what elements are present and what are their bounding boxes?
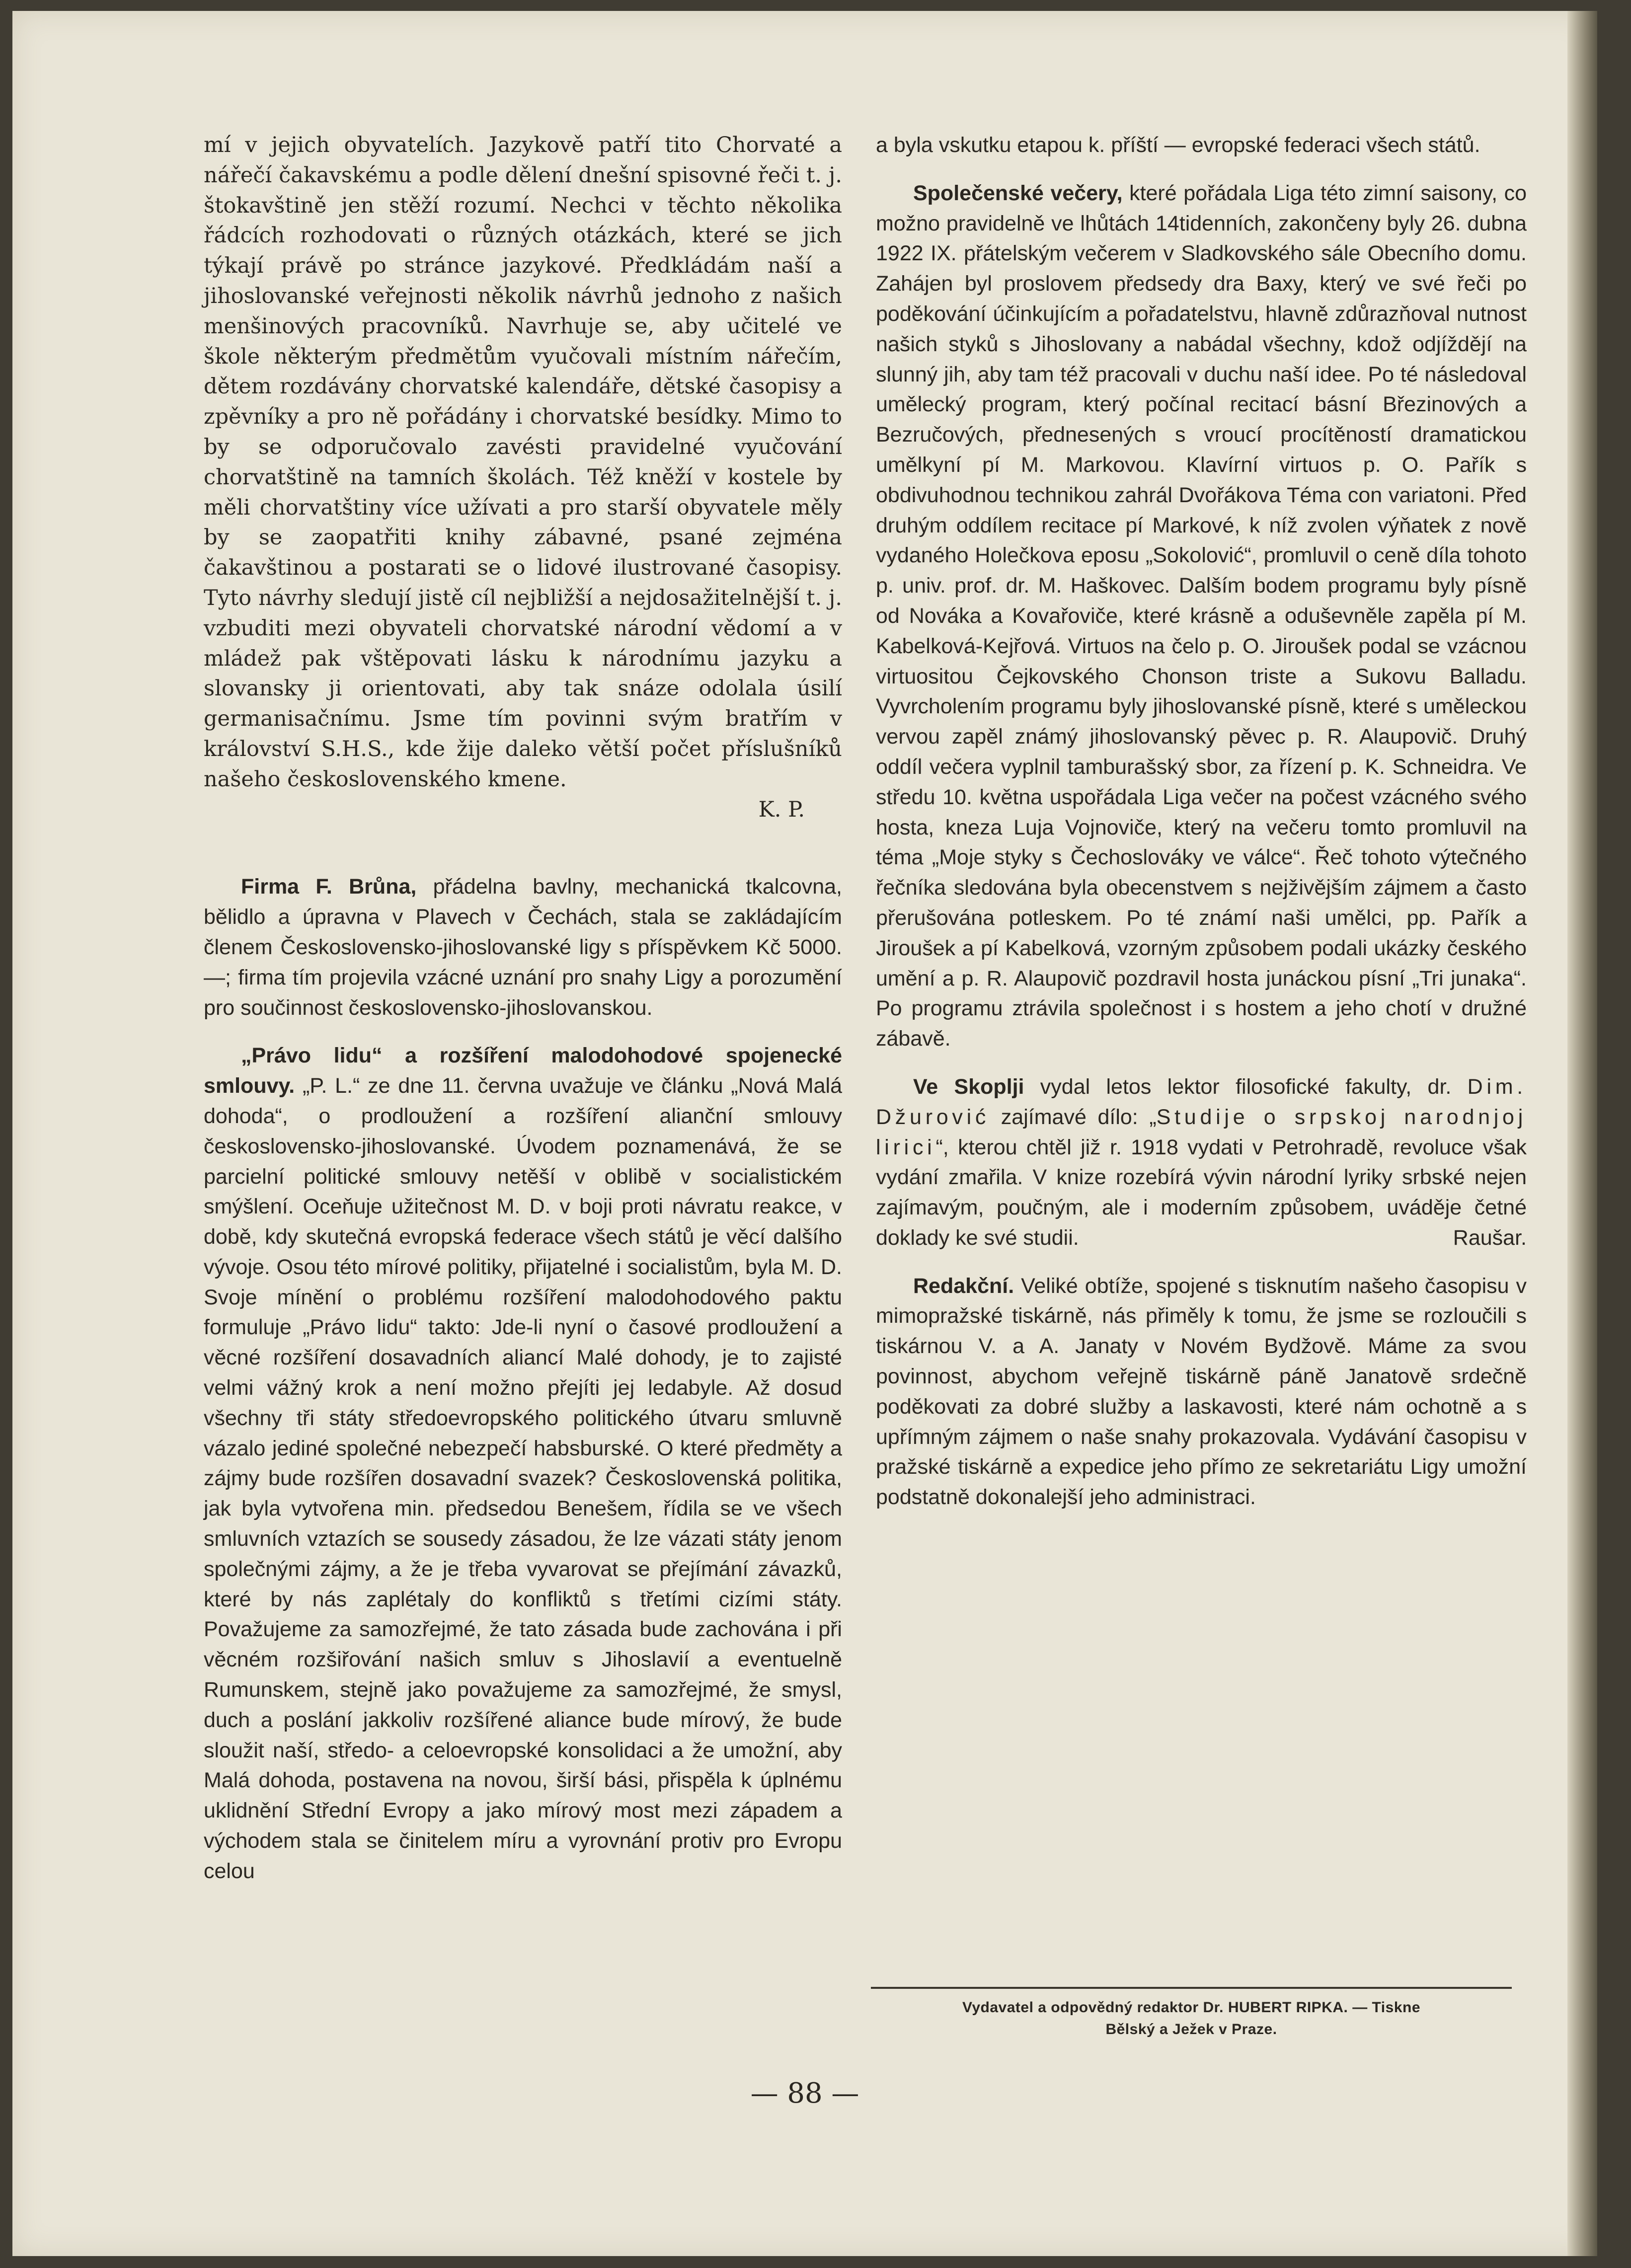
article-social-evenings-title: Společenské večery,	[913, 181, 1123, 205]
page-number: — 88 —	[750, 2077, 859, 2110]
article-editorial	[876, 1271, 1527, 1512]
imprint-line-2: Bělský a Ježek v Praze.	[1105, 2021, 1277, 2038]
article-bruna	[204, 872, 842, 1023]
article-editorial-text: Veliké obtíže, spojené s tisknutím našeho časopisu v mimopražské tiskárně, nás přiměly k tomu, že jsme se rozloučili s tiskárnou V. a A. Janaty v Novém Bydžově. Máme za svou povinnost, abychom veřejně tiskárně páně Janatově srdečně poděkovati za dobré služby a laskavosti, které nám ochotně a s upřímným zájmem o naše snahy prokazovala. Vydávání časopisu v pražské tiskárně a expedice jeho přímo ze sekretariátu Ligy umožní podstatně dokonalejší jeho administraci.	[876, 1274, 1527, 1510]
article-pravo-lidu-title: „Právo lidu“ a rozšíření malodohodové spojenecké smlouvy.	[204, 1044, 842, 1098]
article-pravo-lidu-text: „P. L.“ ze dne 11. června uvažuje ve článku „Nová Malá dohoda“, o prodloužení a rozšíření alianční smlouvy československo-jihoslovanské. Úvodem poznamenává, že se parcielní politické smlouvy netěší v oblibě v socialistickém smýšlení. Oceňuje užitečnost M. D. v boji proti návratu reakce, v době, kdy skutečná evropská federace všech států je věcí dalšího vývoje. Osou této mírové politiky, přijatelné i socialistům, byla M. D. Svoje mínění o problému rozšíření malodohodového paktu formuluje „Právo lidu“ takto: Jde-li nyní o časové prodloužení a věcné rozšíření dosavadních aliancí Malé dohody, je to zajisté velmi vážný krok a není možno přejíti jej ledabyle. Až dosud všechny tři státy středoevropského politického útvaru smluvně vázalo jediné společné nebezpečí habsburské. O které předměty a zájmy bude rozšířen dosavadní svazek? Československá politika, jak byla vytvořena min. předsedou Benešem, řídila se ve všech smluvních vztazích se sousedy zásadou, že lze vázati státy jenom společnými zájmy, a že je třeba vyvarovat se přejímání závazků, které by nás zaplétaly do konfliktů s třetími cizími státy. Považujeme za samozřejmé, že tato zásada bude zachována i při věcném rozšiřování našich smluv s Jihoslavií a eventuelně Rumunskem, stejně jako považujeme za samozřejmé, že smysl, duch a poslání jakkoliv rozšířené aliance bude mírový, že bude sloužit naší, středo- a celoevropské konsolidaci a že umožní, aby Malá dohoda, postavena na novou, širší bási, přispěla k úplnému uklidnění Střední Evropy a jako mírový most mezi západem a východem stala se činitelem míru a vyrovnání protiv pro Evropu celou	[204, 1074, 842, 1883]
signature-rausar: Raušar.	[1453, 1225, 1527, 1250]
imprint	[871, 1997, 1512, 2041]
right-column	[876, 130, 1527, 1512]
article-pravo-lidu-end	[876, 130, 1527, 160]
book-page	[12, 11, 1597, 2256]
article-social-evenings-text: které pořádala Liga této zimní saisony, co možno pravidelně ve lhůtách 14tidenních, zakončeny byly 26. dubna 1922 IX. přátelským večerem v Sladkovského sále Obecního domu. Zahájen byl proslovem předsedy dra Baxy, který ve své řeči po poděkování účinkujícím a pořadatelstvu, hlavně zdůrazňoval nutnost našich styků s Jihoslovany a nabádal všechny, kdož odjíždějí na slunný jih, aby tam též pracovali v duchu naší idee. Po té následoval umělecký program, který počínal recitací básní Březinových a Bezručových, přednesených s vroucí procítěností dramatickou umělkyní pí M. Markovou. Klavírní virtuos p. O. Pařík s obdivuhodnou technikou zahrál Dvořákova Téma con variatoni. Před druhým oddílem recitace pí Markové, k níž zvolen výňatek z nově vydaného Holečkova eposu „Sokolović“, promluvil o ceně díla tohoto p. univ. prof. dr. M. Haškovec. Dalším bodem programu byly písně od Nováka a Kovařoviče, které krásně a oduševněle zapěla pí M. Kabelková-Kejřová. Virtuos na čelo p. O. Jiroušek podal se vzácnou virtuositou Čejkovského Chonson triste a Sukovu Balladu. Vyvrcholením programu byly jihoslovanské písně, které s uměleckou vervou zapěl známý jihoslovanský pěvec p. R. Alaupovič. Druhý oddíl večera vyplnil tamburašský sbor, za řízení p. K. Schneidra. Ve středu 10. května uspořádala Liga večer na počest vzácného svého hosta, kneza Luja Vojnoviče, který na večeru tomto promluvil na téma „Moje styky s Čechoslováky ve válce“. Řeč tohoto výtečného řečníka sledována byla obecenstvem s nejživějším zájmem a často přerušována potleskem. Po té známí naši umělci, pp. Pařík a Jiroušek a pí Kabelková, vzorným způsobem podali ukázky českého umění a p. R. Alaupovič pozdravil hosta junáckou písní „Tri junaka“. Po programu ztrávila společnost i s hostem a jeho chotí v družné zábavě.	[876, 181, 1527, 1051]
author-name: Dim. Džurović	[876, 1074, 1527, 1129]
article-croatians-continued	[204, 130, 842, 795]
article-pravo-lidu-end-text: a byla vskutku etapou k. příští — evropské federaci všech států.	[876, 133, 1480, 157]
article-editorial-title: Redakční.	[913, 1274, 1014, 1298]
article-skoplje: Ve Skoplji vydal letos lektor filosofické fakulty, dr. Dim. Džurović zajímavé dílo: „Studije o srpskoj narodnjoj lirici“, kterou chtěl již r. 1918 vydati v Petrohradě, revoluce však vydání zmařila. V knize rozebírá vývin národní lyriky srbské nejen zajímavým, poučným, ale i moderním způsobem, uváděje četné doklady ke své studii. Raušar.	[876, 1072, 1527, 1253]
left-column	[204, 130, 842, 1887]
article-social-evenings	[876, 178, 1527, 1054]
page-spine	[1567, 11, 1597, 2256]
book-title: Studije o srpskoj narodnjoj lirici	[876, 1105, 1527, 1159]
article-pravo-lidu	[204, 1041, 842, 1886]
article-bruna-text: přádelna bavlny, mechanická tkalcovna, bělidlo a úpravna v Plavech v Čechách, stala se zakládajícím členem Československo-jihoslovanské ligy s příspěvkem Kč 5000.—; firma tím projevila vzácné uznání pro snahy Ligy a porozumění pro součinnost československo-jihoslovanskou.	[204, 875, 842, 1020]
article-croatians-text: mí v jejich obyvatelích. Jazykově patří tito Chorvaté a nářečí čakavskému a podle dělení dnešní spisovné řeči t. j. štokavštině jen stěží rozumí. Nechci v těchto několika řádcích rozhodovati o různých otázkách, které se jich týkají právě po stránce jazykové. Předkládám naší a jihoslovanské veřejnosti několik návrhů jednoho z našich menšinových pracovníků. Navrhuje se, aby učitelé ve škole některým předmětům vyučovali místním nářečím, dětem rozdávány chorvatské kalendáře, dětské časopisy a zpěvníky a pro ně pořádány i chorvatské besídky. Mimo to by se odporučovalo zavésti pravidelné vyučování chorvatštině na tamních školách. Též kněží v kostele by měli chorvatštiny více užívati a pro starší obyvatele měly by se zaopatřiti knihy zábavné, psané zejména čakavštinou a postarati se o lidové ilustrované časopisy. Tyto návrhy sledují jistě cíl nejbližší a nejdosažitelnější t. j. vzbuditi mezi obyvateli chorvatské národní vědomí a v mládež pak vštěpovati lásku k národnímu jazyku a slovansky ji orientovati, aby tak snáze odolala úsilí germanisačnímu. Jsme tím povinni svým bratřím v království S.H.S., kde žije daleko větší počet příslušníků našeho československého kmene.	[204, 133, 842, 792]
signature-kp-line	[204, 795, 842, 825]
imprint-rule	[871, 1987, 1512, 1989]
article-skoplje-title: Ve Skoplji	[913, 1074, 1024, 1099]
article-bruna-title: Firma F. Brůna,	[241, 875, 417, 899]
imprint-line-1: Vydavatel a odpovědný redaktor Dr. HUBERT RIPKA. — Tiskne	[962, 1999, 1421, 2016]
signature-kp: K. P.	[758, 797, 805, 822]
